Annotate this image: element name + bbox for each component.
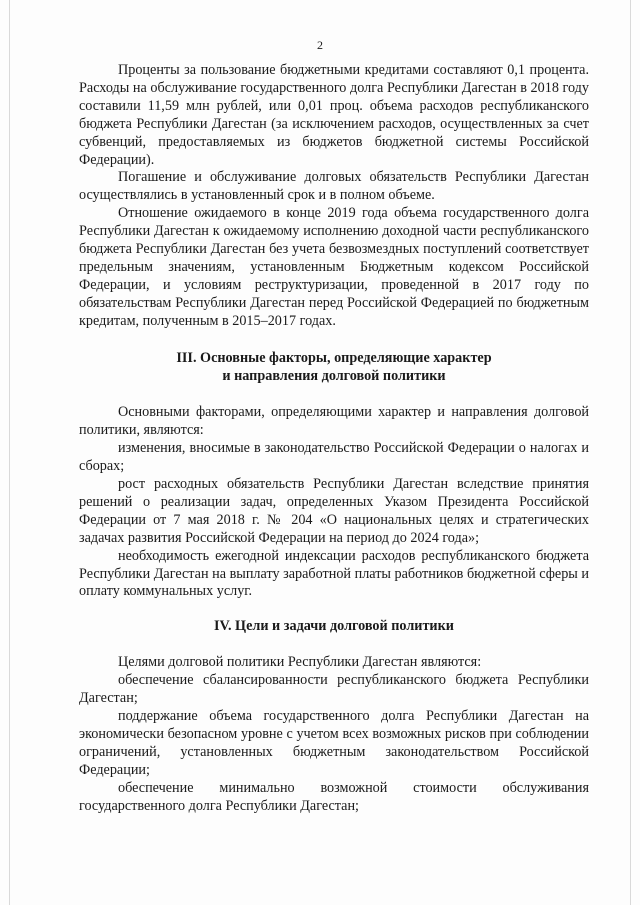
list-item: рост расходных обязательств Республики Дагестан вследствие принятия решений о реализации задач, определенных Указом Президента Российской Федерации от 7 мая 2018 г. № 204 «О национальных целях и стратегических задачах развития Российской Федерации на период до 2024 года»; — [79, 476, 589, 546]
list-item: изменения, вносимые в законодательство Российской Федерации о налогах и сборах; — [79, 440, 589, 475]
scan-edge-left — [9, 0, 10, 905]
section-heading-3 — [79, 350, 589, 386]
section-heading-4: IV. Цели и задачи долговой политики — [214, 618, 454, 635]
paragraph: Отношение ожидаемого в конце 2019 года объема государственного долга Республики Дагестан к ожидаемому исполнению доходной части республиканского бюджета Республики Дагестан без учета безвозмездных поступлений соответствует предельным значениям, установленным Бюджетным кодексом Российской Федерации, и условиям реструктуризации, проведенной в 2017 году по обязательствам Республики Дагестан перед Российской Федерацией по бюджетным кредитам, полученным в 2015–2017 годах. — [79, 205, 589, 329]
paragraph: Целями долговой политики Республики Дагестан являются: — [118, 654, 482, 671]
paragraph: Проценты за пользование бюджетными кредитами составляют 0,1 процента. Расходы на обслуживание государственного долга Республики Дагестан в 2018 году составили 11,59 млн рублей, или 0,01 проц. объема расходов республиканского бюджета Республики Дагестан (за исключением расходов, осуществленных за счет субвенций, предоставляемых из бюджетов бюджетной системы Российской Федерации). — [79, 62, 589, 168]
list-item: поддержание объема государственного долга Республики Дагестан на экономически безопасном уровне с учетом всех возможных рисков при соблюдении ограничений, установленных бюджетным законодательством Российской Федерации; — [79, 708, 589, 778]
list-item: обеспечение сбалансированности республиканского бюджета Республики Дагестан; — [79, 672, 589, 707]
paragraph: Основными факторами, определяющими характер и направления долговой политики, являются: — [79, 404, 589, 439]
section-heading-line: III. Основные факторы, определяющие характер — [176, 349, 492, 366]
section-heading-line: и направления долговой политики — [222, 367, 446, 384]
page-number: 2 — [317, 38, 323, 52]
list-item: необходимость ежегодной индексации расходов республиканского бюджета Республики Дагестан на выплату заработной платы работников бюджетной сферы и оплату коммунальных услуг. — [79, 547, 589, 600]
paragraph: Погашение и обслуживание долговых обязательств Республики Дагестан осуществлялись в установленный срок и в полном объеме. — [79, 169, 589, 204]
document-body — [79, 62, 589, 815]
list-item: обеспечение минимально возможной стоимости обслуживания государственного долга Республики Дагестан; — [79, 779, 589, 814]
scan-edge-right — [630, 0, 631, 905]
